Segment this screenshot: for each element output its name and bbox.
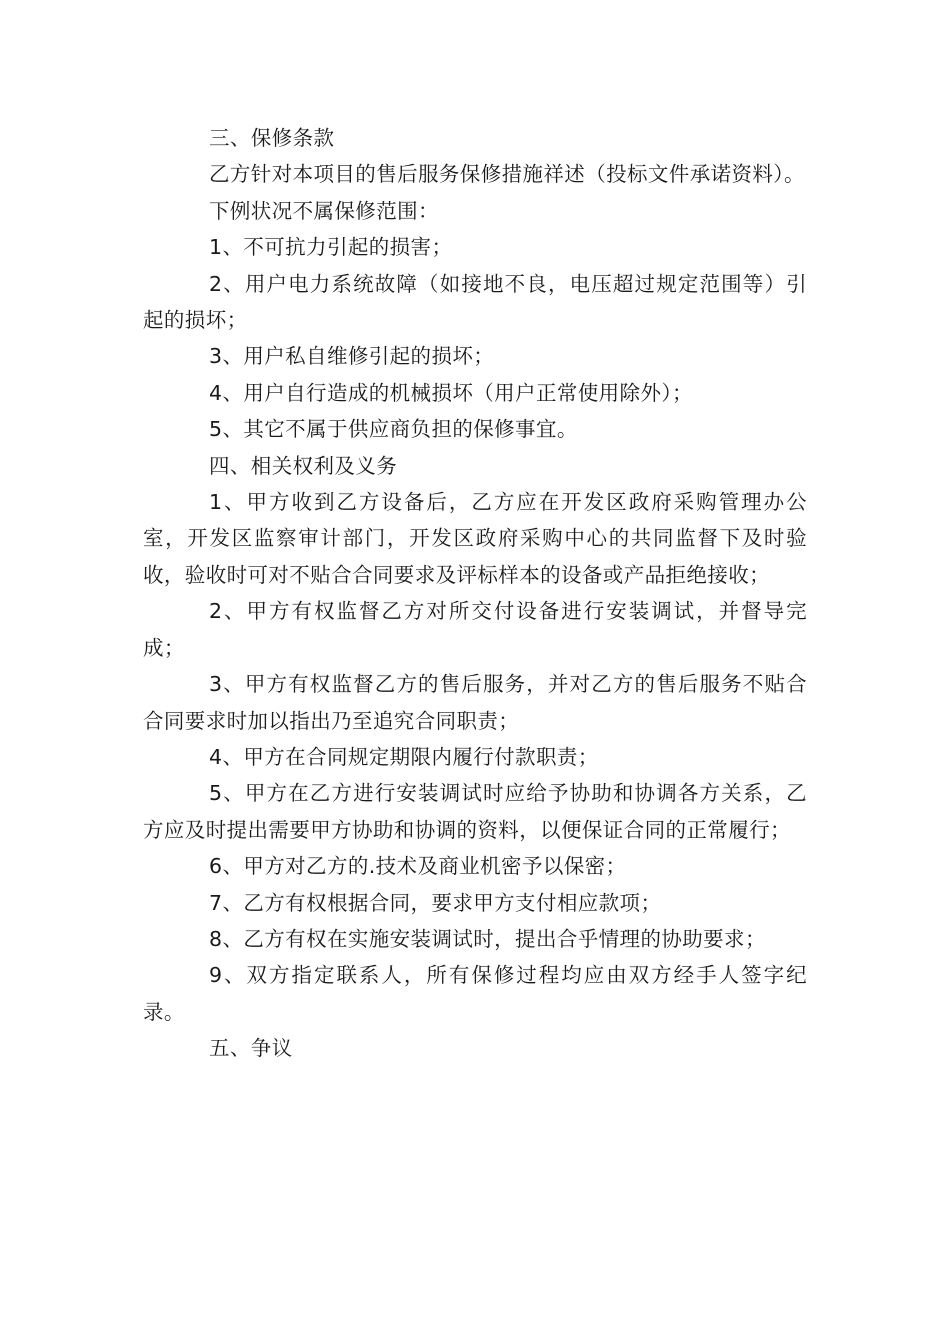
list-item: 3、用户私自维修引起的损坏；	[209, 344, 495, 369]
document-body	[143, 120, 807, 1067]
list-item: 1、不可抗力引起的损害；	[209, 235, 453, 260]
paragraph: 乙方针对本项目的售后服务保修措施祥述（投标文件承诺资料）。	[209, 162, 805, 187]
list-item: 2、甲方有权监督乙方对所交付设备进行安装调试，并督导完成；	[143, 599, 807, 660]
list-item: 4、甲方在合同规定期限内履行付款职责；	[209, 744, 599, 769]
section-heading-dispute: 五、争议	[209, 1036, 293, 1061]
section-heading-warranty: 三、保修条款	[209, 126, 335, 150]
list-item: 5、甲方在乙方进行安装调试时应给予协助和协调各方关系，乙方应及时提出需要甲方协助和协调的资料，以便保证合同的正常履行；	[143, 781, 807, 842]
list-item: 1、甲方收到乙方设备后，乙方应在开发区政府采购管理办公室，开发区监察审计部门，开发区政府采购中心的共同监督下及时验收，验收时可对不贴合合同要求及评标样本的设备或产品拒绝接收；	[143, 490, 807, 587]
list-item: 9、双方指定联系人，所有保修过程均应由双方经手人签字纪录。	[143, 963, 807, 1024]
paragraph: 下例状况不属保修范围：	[209, 198, 439, 223]
list-item: 4、用户自行造成的机械损坏（用户正常使用除外）；	[209, 380, 693, 405]
list-item: 3、甲方有权监督乙方的售后服务，并对乙方的售后服务不贴合合同要求时加以指出乃至追究合同职责；	[143, 672, 807, 733]
list-item: 7、乙方有权根据合同，要求甲方支付相应款项；	[209, 890, 662, 915]
list-item: 6、甲方对乙方的.技术及商业机密予以保密；	[209, 854, 627, 879]
list-item: 8、乙方有权在实施安装调试时，提出合乎情理的协助要求；	[209, 926, 766, 951]
section-heading-rights: 四、相关权利及义务	[209, 453, 398, 478]
list-item: 5、其它不属于供应商负担的保修事宜。	[209, 417, 578, 442]
list-item: 2、用户电力系统故障（如接地不良，电压超过规定范围等）引起的损坏；	[143, 271, 807, 333]
